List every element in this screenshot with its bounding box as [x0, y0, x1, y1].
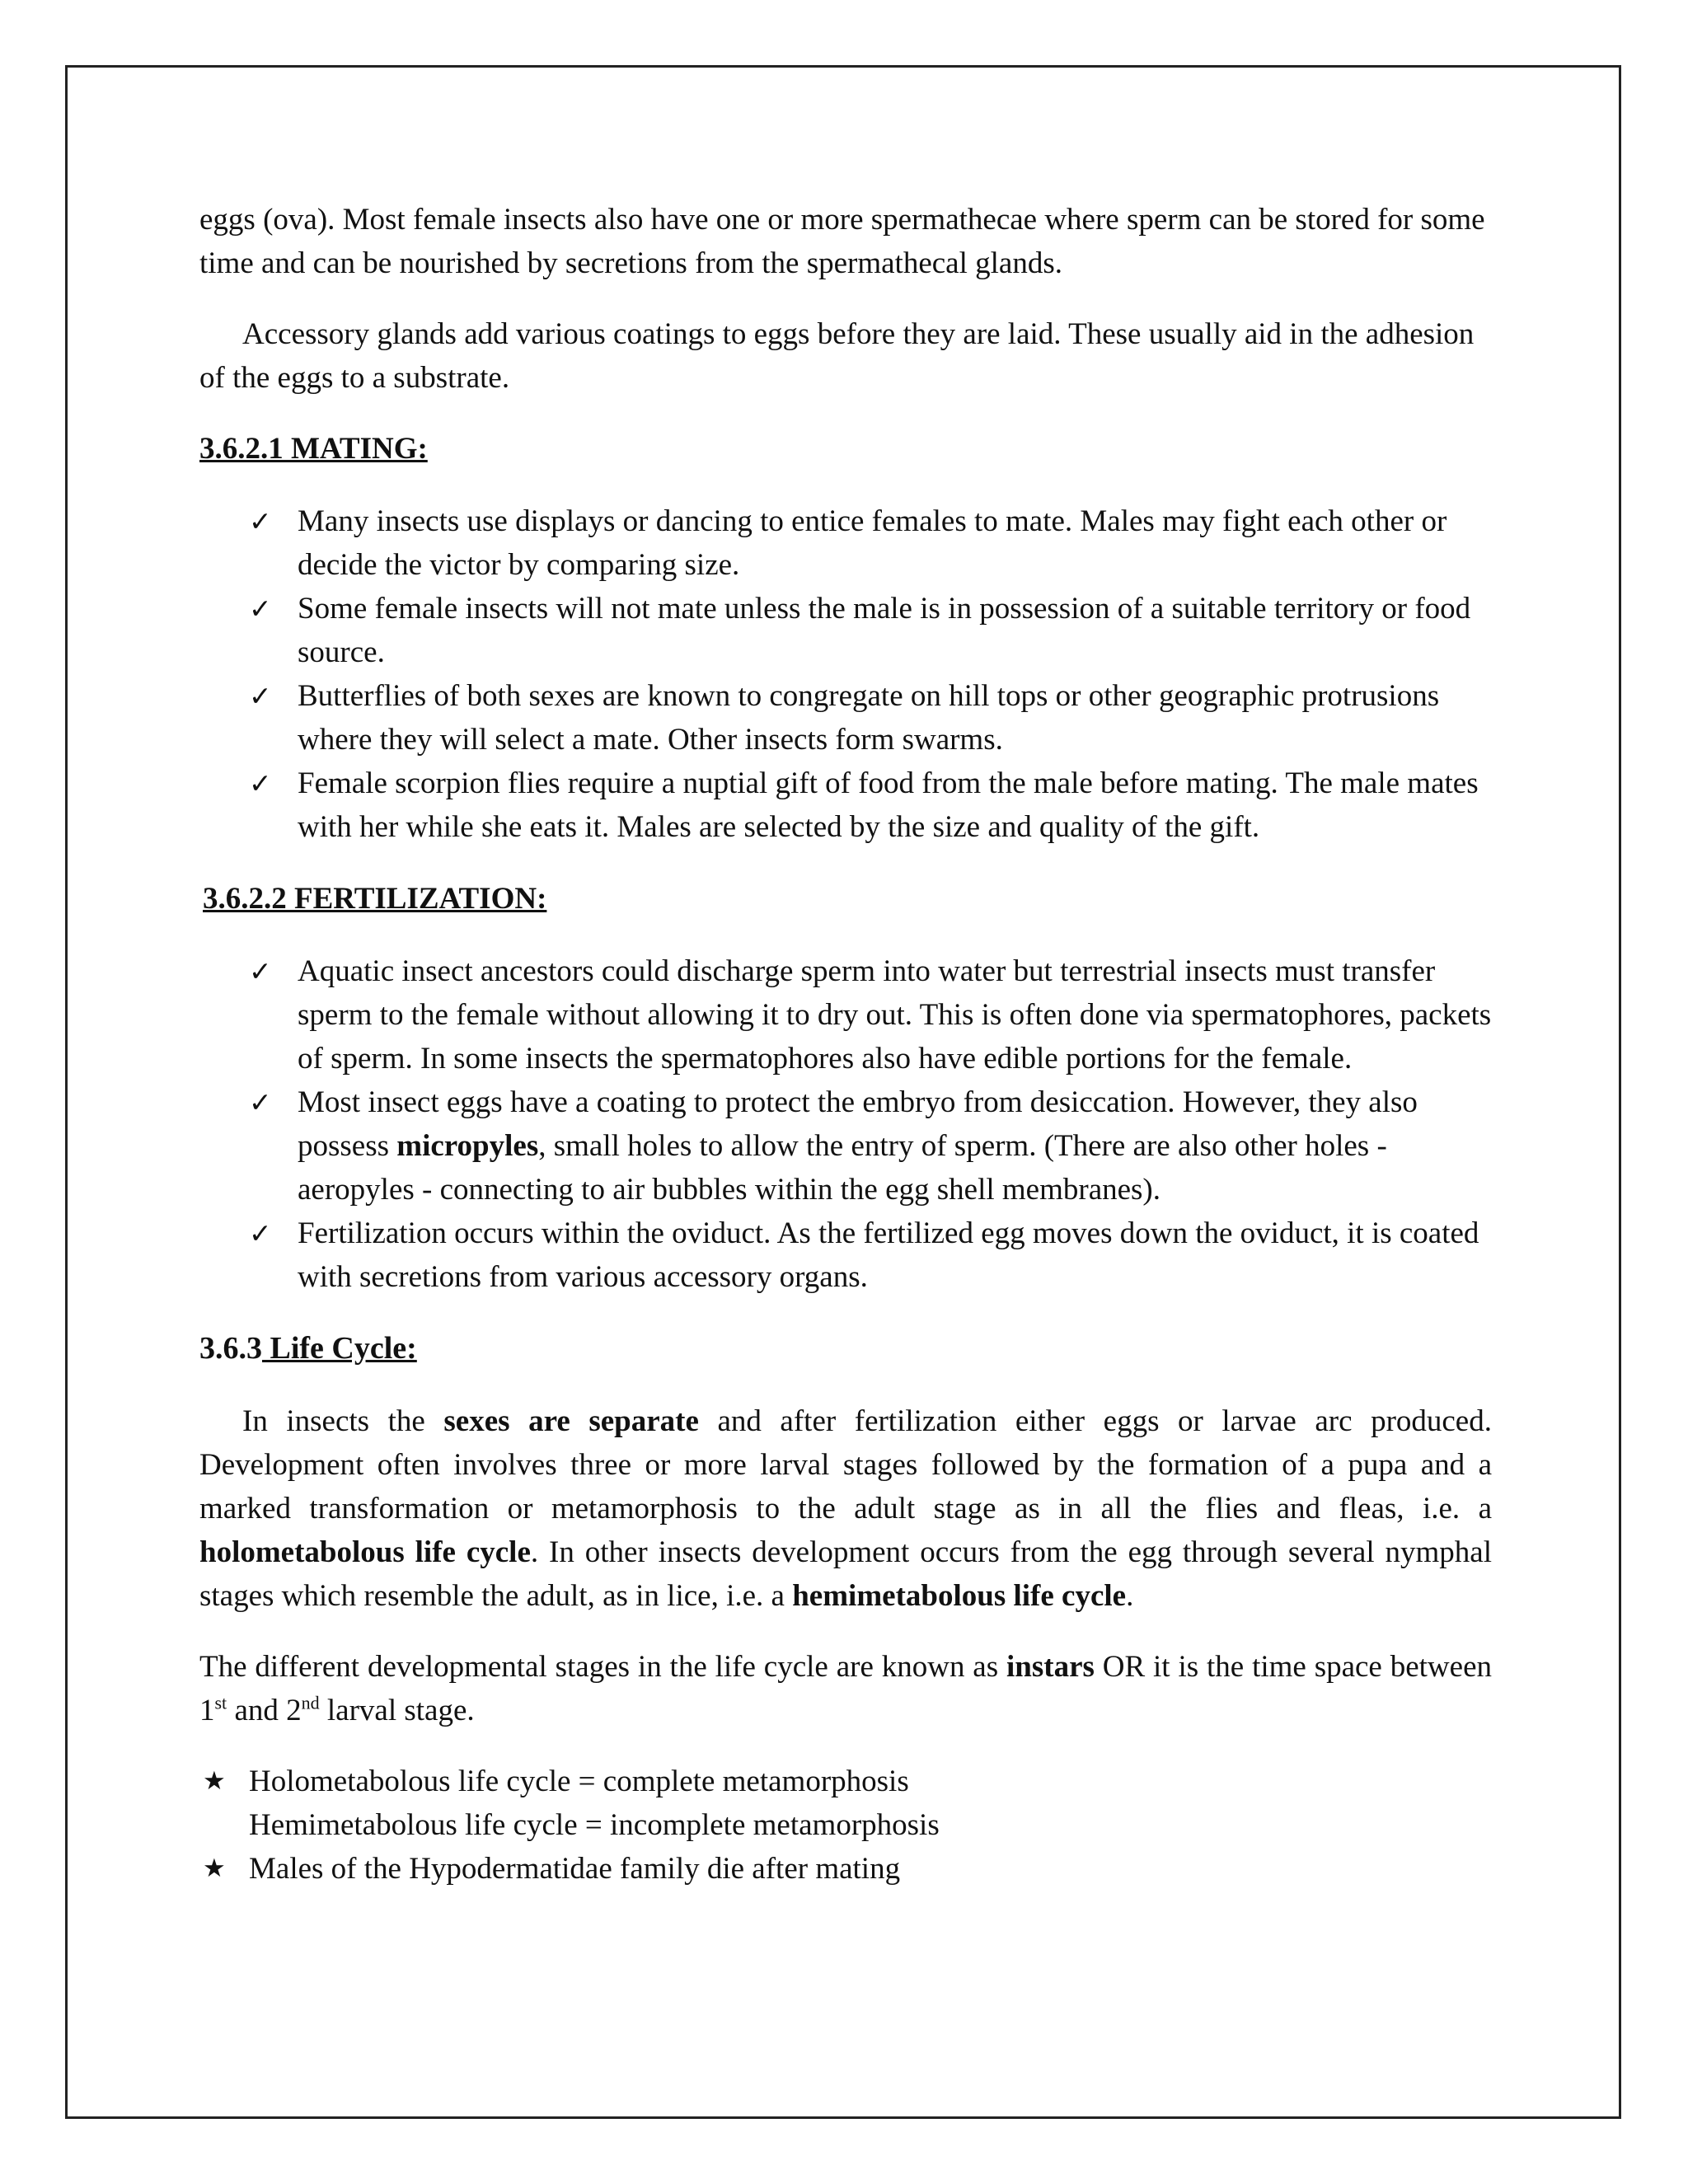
check-mark-icon: ✓	[249, 593, 272, 625]
list-item	[199, 1760, 1492, 1847]
list-item	[199, 1080, 1492, 1212]
life-cycle-paragraph	[199, 1399, 1492, 1618]
list-item	[199, 1847, 1492, 1891]
list-item-text: Fertilization occurs within the oviduct. As the fertilized egg moves down the oviduct, it is coated with secretions from various accessory organs.	[298, 1216, 1479, 1294]
check-mark-icon: ✓	[249, 680, 272, 712]
list-item	[199, 1212, 1492, 1299]
text-run: .	[1126, 1579, 1134, 1613]
text-run: OR it is the time space between 1	[199, 1650, 1492, 1727]
list-item	[199, 762, 1492, 849]
fertilization-heading	[199, 877, 1492, 921]
sexes-separate-term: sexes are separate	[443, 1404, 699, 1438]
list-item-text: Holometabolous life cycle = complete metamorphosis	[249, 1765, 909, 1798]
list-item	[199, 949, 1492, 1080]
fertilization-heading-text: 3.6.2.2 FERTILIZATION:	[203, 882, 547, 916]
star-icon: ★	[203, 1766, 226, 1796]
check-mark-icon: ✓	[249, 1086, 272, 1118]
check-mark-icon: ✓	[249, 767, 272, 799]
hemimetabolous-term: hemimetabolous life cycle	[792, 1579, 1127, 1613]
list-item-text: Aquatic insect ancestors could discharge sperm into water but terrestrial insects must transfer sperm to the female without allowing it to dry out. This is often done via spermatophores, packets of sperm. In some insects the spermatophores also have edible portions for the female.	[298, 954, 1492, 1076]
document-body	[199, 198, 1492, 1891]
list-item-text: Female scorpion flies require a nuptial gift of food from the male before mating. The male mates with her while she eats it. Males are selected by the size and quality of the gift.	[298, 766, 1479, 844]
instars-term: instars	[1006, 1650, 1095, 1684]
fertilization-list	[199, 949, 1492, 1299]
list-item	[199, 587, 1492, 674]
life-cycle-heading-number: 3.6.3	[199, 1331, 262, 1366]
list-item-text-start: Most insect eggs have a coating to protect the embryo from desiccation. However, they also possess	[298, 1085, 1418, 1163]
superscript: st	[214, 1692, 227, 1713]
list-item-text: Some female insects will not mate unless the male is in possession of a suitable territory or food source.	[298, 592, 1471, 669]
holometabolous-term: holometabolous life cycle	[199, 1535, 531, 1569]
check-mark-icon: ✓	[249, 955, 272, 987]
text-run: larval stage.	[319, 1694, 475, 1727]
check-mark-icon: ✓	[249, 505, 272, 537]
text-run: The different developmental stages in the life cycle are known as	[199, 1650, 1006, 1684]
mating-heading	[199, 427, 1492, 471]
text-run: In insects the	[242, 1404, 444, 1438]
mating-heading-text: 3.6.2.1 MATING:	[199, 432, 428, 466]
text-run: and 2	[227, 1694, 302, 1727]
superscript: nd	[301, 1692, 320, 1713]
list-item-text: Males of the Hypodermatidae family die after mating	[249, 1852, 901, 1886]
mating-list	[199, 499, 1492, 849]
accessory-glands-paragraph: Accessory glands add various coatings to eggs before they are laid. These usually aid in the adhesion of the eggs to a substrate.	[199, 317, 1475, 395]
summary-list	[199, 1760, 1492, 1891]
list-item-text: Many insects use displays or dancing to entice females to mate. Males may fight each other or decide the victor by comparing size.	[298, 504, 1447, 582]
life-cycle-heading	[199, 1327, 1492, 1371]
check-mark-icon: ✓	[249, 1217, 272, 1249]
intro-paragraph: eggs (ova). Most female insects also have one or more spermathecae where sperm can be stored for some time and can be nourished by secretions from the spermathecal glands.	[199, 203, 1485, 280]
list-item-text: Butterflies of both sexes are known to congregate on hill tops or other geographic protrusions where they will select a mate. Other insects form swarms.	[298, 679, 1440, 757]
instars-paragraph	[199, 1645, 1492, 1732]
life-cycle-heading-text: Life Cycle:	[262, 1331, 417, 1366]
list-item-text-end: , small holes to allow the entry of sperm. (There are also other holes - aeropyles - connecting to air bubbles within the egg shell membranes).	[298, 1129, 1387, 1207]
list-item-text: Hemimetabolous life cycle = incomplete metamorphosis	[249, 1808, 940, 1842]
star-icon: ★	[203, 1854, 226, 1883]
text-run: and after fertilization either eggs or larvae arc produced. Development often involves three or more larval stages followed by the formation of a pupa and a marked transformation or metamorphosis to the adult stage as in all the flies and fleas, i.e. a	[199, 1404, 1492, 1526]
list-item	[199, 674, 1492, 762]
micropyles-term: micropyles	[396, 1129, 539, 1163]
text-run: . In other insects development occurs from the egg through several nymphal stages which resemble the adult, as in lice, i.e. a	[199, 1535, 1492, 1613]
list-item	[199, 499, 1492, 587]
